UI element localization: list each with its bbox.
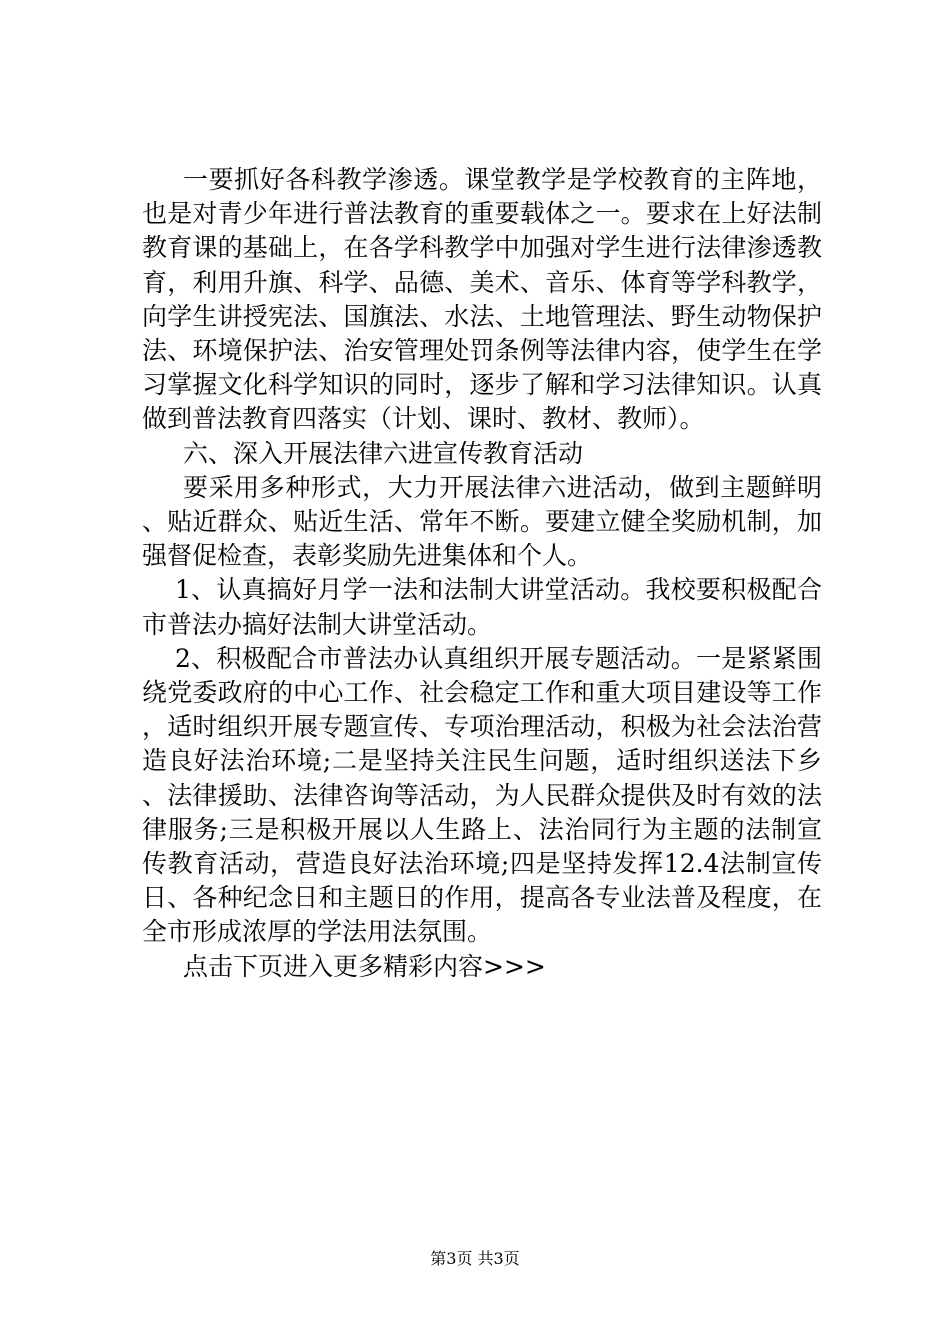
page-footer: 第3页 共3页 bbox=[430, 1249, 520, 1268]
paragraph-six-activities: 要采用多种形式，大力开展法律六进活动，做到主题鲜明、贴近群众、贴近生活、常年不断。要建立健全奖励机制，加强督促检查，表彰奖励先进集体和个人。 bbox=[142, 472, 822, 571]
paragraph-item-2: 2、积极配合市普法办认真组织开展专题活动。一是紧紧围绕党委政府的中心工作、社会稳定工作和重大项目建设等工作，适时组织开展专题宣传、专项治理活动，积极为社会法治营造良好法治环境;二是坚持关注民生问题，适时组织送法下乡、法律援助、法律咨询等活动，为人民群众提供及时有效的法律服务;三是积极开展以人生路上、法治同行为主题的法制宣传教育活动，营造良好法治环境;四是坚持发挥12.4法制宣传日、各种纪念日和主题日的作用，提高各专业法普及程度，在全市形成浓厚的学法用法氛围。 bbox=[142, 643, 822, 947]
next-page-link[interactable]: 点击下页进入更多精彩内容>>> bbox=[183, 951, 546, 981]
paragraph-subject-teaching: 一要抓好各科教学渗透。课堂教学是学校教育的主阵地，也是对青少年进行普法教育的重要载体之一。要求在上好法制教育课的基础上，在各学科教学中加强对学生进行法律渗透教育，利用升旗、科学、品德、美术、音乐、体育等学科教学，向学生讲授宪法、国旗法、水法、土地管理法、野生动物保护法、环境保护法、治安管理处罚条例等法律内容，使学生在学习掌握文化科学知识的同时，逐步了解和学习法律知识。认真做到普法教育四落实（计划、课时、教材、教师）。 bbox=[142, 165, 822, 434]
paragraph-item-1: 1、认真搞好月学一法和法制大讲堂活动。我校要积极配合市普法办搞好法制大讲堂活动。 bbox=[142, 575, 822, 639]
section-heading-six: 六、深入开展法律六进宣传教育活动 bbox=[183, 438, 584, 468]
document-body bbox=[142, 163, 822, 984]
